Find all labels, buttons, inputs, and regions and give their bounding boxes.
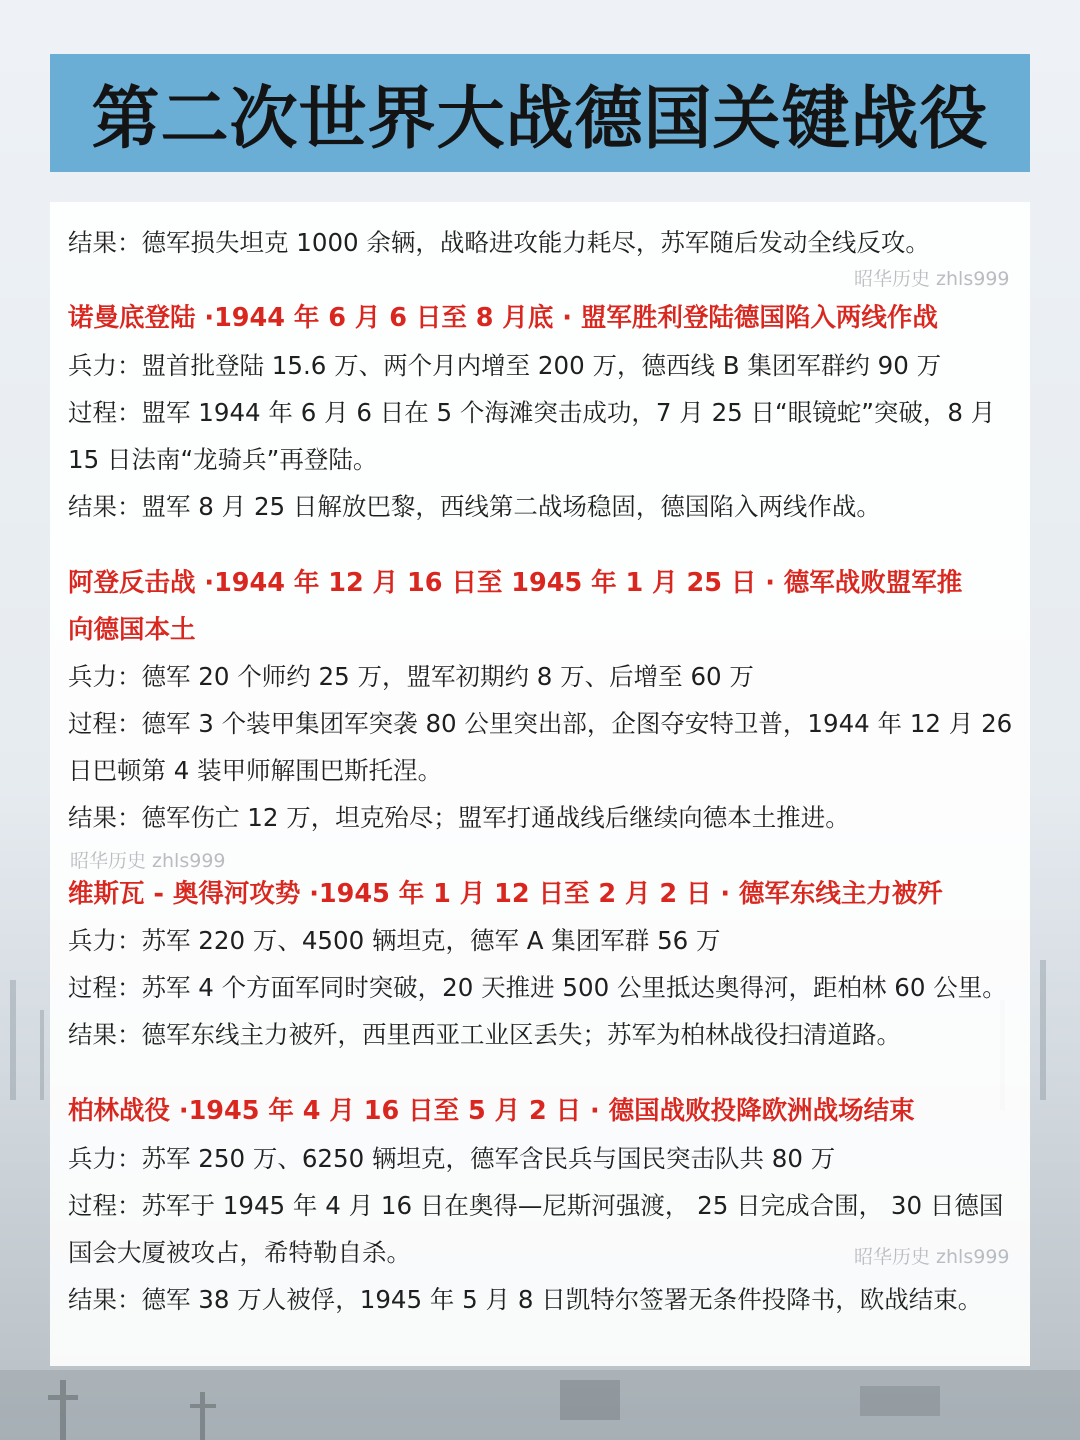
battle-result-ardennes: 结果：德军伤亡 12 万，坦克殆尽；盟军打通战线后继续向德本土推进。 — [68, 803, 850, 832]
battle-heading-vistula-oder: 维斯瓦 - 奥得河攻势 ·1945 年 1 月 12 日至 2 月 2 日 · 德军东线主力被歼 — [68, 879, 943, 909]
battle-forces-vistula-oder: 兵力：苏军 220 万、4500 辆坦克，德军 A 集团军群 56 万 — [68, 926, 721, 955]
watermark-bottom: 昭华历史 zhls999 — [854, 1246, 1010, 1268]
battle-process-berlin-line2: 国会大厦被攻占，希特勒自杀。 — [68, 1238, 411, 1267]
intro-result-text: 结果：德军损失坦克 1000 余辆，战略进攻能力耗尽，苏军随后发动全线反攻。 — [68, 228, 930, 257]
battle-result-vistula-oder: 结果：德军东线主力被歼，西里西亚工业区丢失；苏军为柏林战役扫清道路。 — [68, 1020, 901, 1049]
battle-process-normandy-line1: 过程：盟军 1944 年 6 月 6 日在 5 个海滩突击成功，7 月 25 日“眼镜蛇”突破，8 月 — [68, 398, 996, 427]
battle-process-vistula-oder: 过程：苏军 4 个方面军同时突破，20 天推进 500 公里抵达奥得河，距柏林 60 公里。 — [68, 973, 1007, 1002]
battle-result-berlin: 结果：德军 38 万人被俘，1945 年 5 月 8 日凯特尔签署无条件投降书，欧战结束。 — [68, 1285, 983, 1314]
battle-process-ardennes-line1: 过程：德军 3 个装甲集团军突袭 80 公里突出部，企图夺安特卫普，1944 年 12 月 26 — [68, 709, 1013, 738]
watermark-top: 昭华历史 zhls999 — [854, 268, 1010, 290]
battle-result-normandy: 结果：盟军 8 月 25 日解放巴黎，西线第二战场稳固，德国陷入两线作战。 — [68, 492, 881, 521]
battle-heading-ardennes-line1: 阿登反击战 ·1944 年 12 月 16 日至 1945 年 1 月 25 日 · 德军战败盟军推 — [68, 568, 963, 598]
battle-forces-berlin: 兵力：苏军 250 万、6250 辆坦克，德军含民兵与国民突击队共 80 万 — [68, 1144, 836, 1173]
battle-forces-normandy: 兵力：盟首批登陆 15.6 万、两个月内增至 200 万，德西线 B 集团军群约 90 万 — [68, 351, 942, 380]
battle-heading-berlin: 柏林战役 ·1945 年 4 月 16 日至 5 月 2 日 · 德国战败投降欧洲战场结束 — [68, 1096, 915, 1126]
battle-process-ardennes-line2: 日巴顿第 4 装甲师解围巴斯托涅。 — [68, 756, 443, 785]
battle-heading-ardennes-line2: 向德国本土 — [68, 615, 196, 645]
battle-process-normandy-line2: 15 日法南“龙骑兵”再登陆。 — [68, 445, 378, 474]
watermark-middle: 昭华历史 zhls999 — [70, 850, 226, 872]
page-title: 第二次世界大战德国关键战役 — [91, 79, 989, 159]
battle-heading-normandy: 诺曼底登陆 ·1944 年 6 月 6 日至 8 月底 · 盟军胜利登陆德国陷入两线作战 — [68, 303, 938, 333]
battle-forces-ardennes: 兵力：德军 20 个师约 25 万，盟军初期约 8 万、后增至 60 万 — [68, 662, 754, 691]
title-banner — [50, 54, 1030, 172]
battle-process-berlin-line1: 过程：苏军于 1945 年 4 月 16 日在奥得—尼斯河强渡， 25 日完成合围， 30 日德国 — [68, 1191, 1004, 1220]
